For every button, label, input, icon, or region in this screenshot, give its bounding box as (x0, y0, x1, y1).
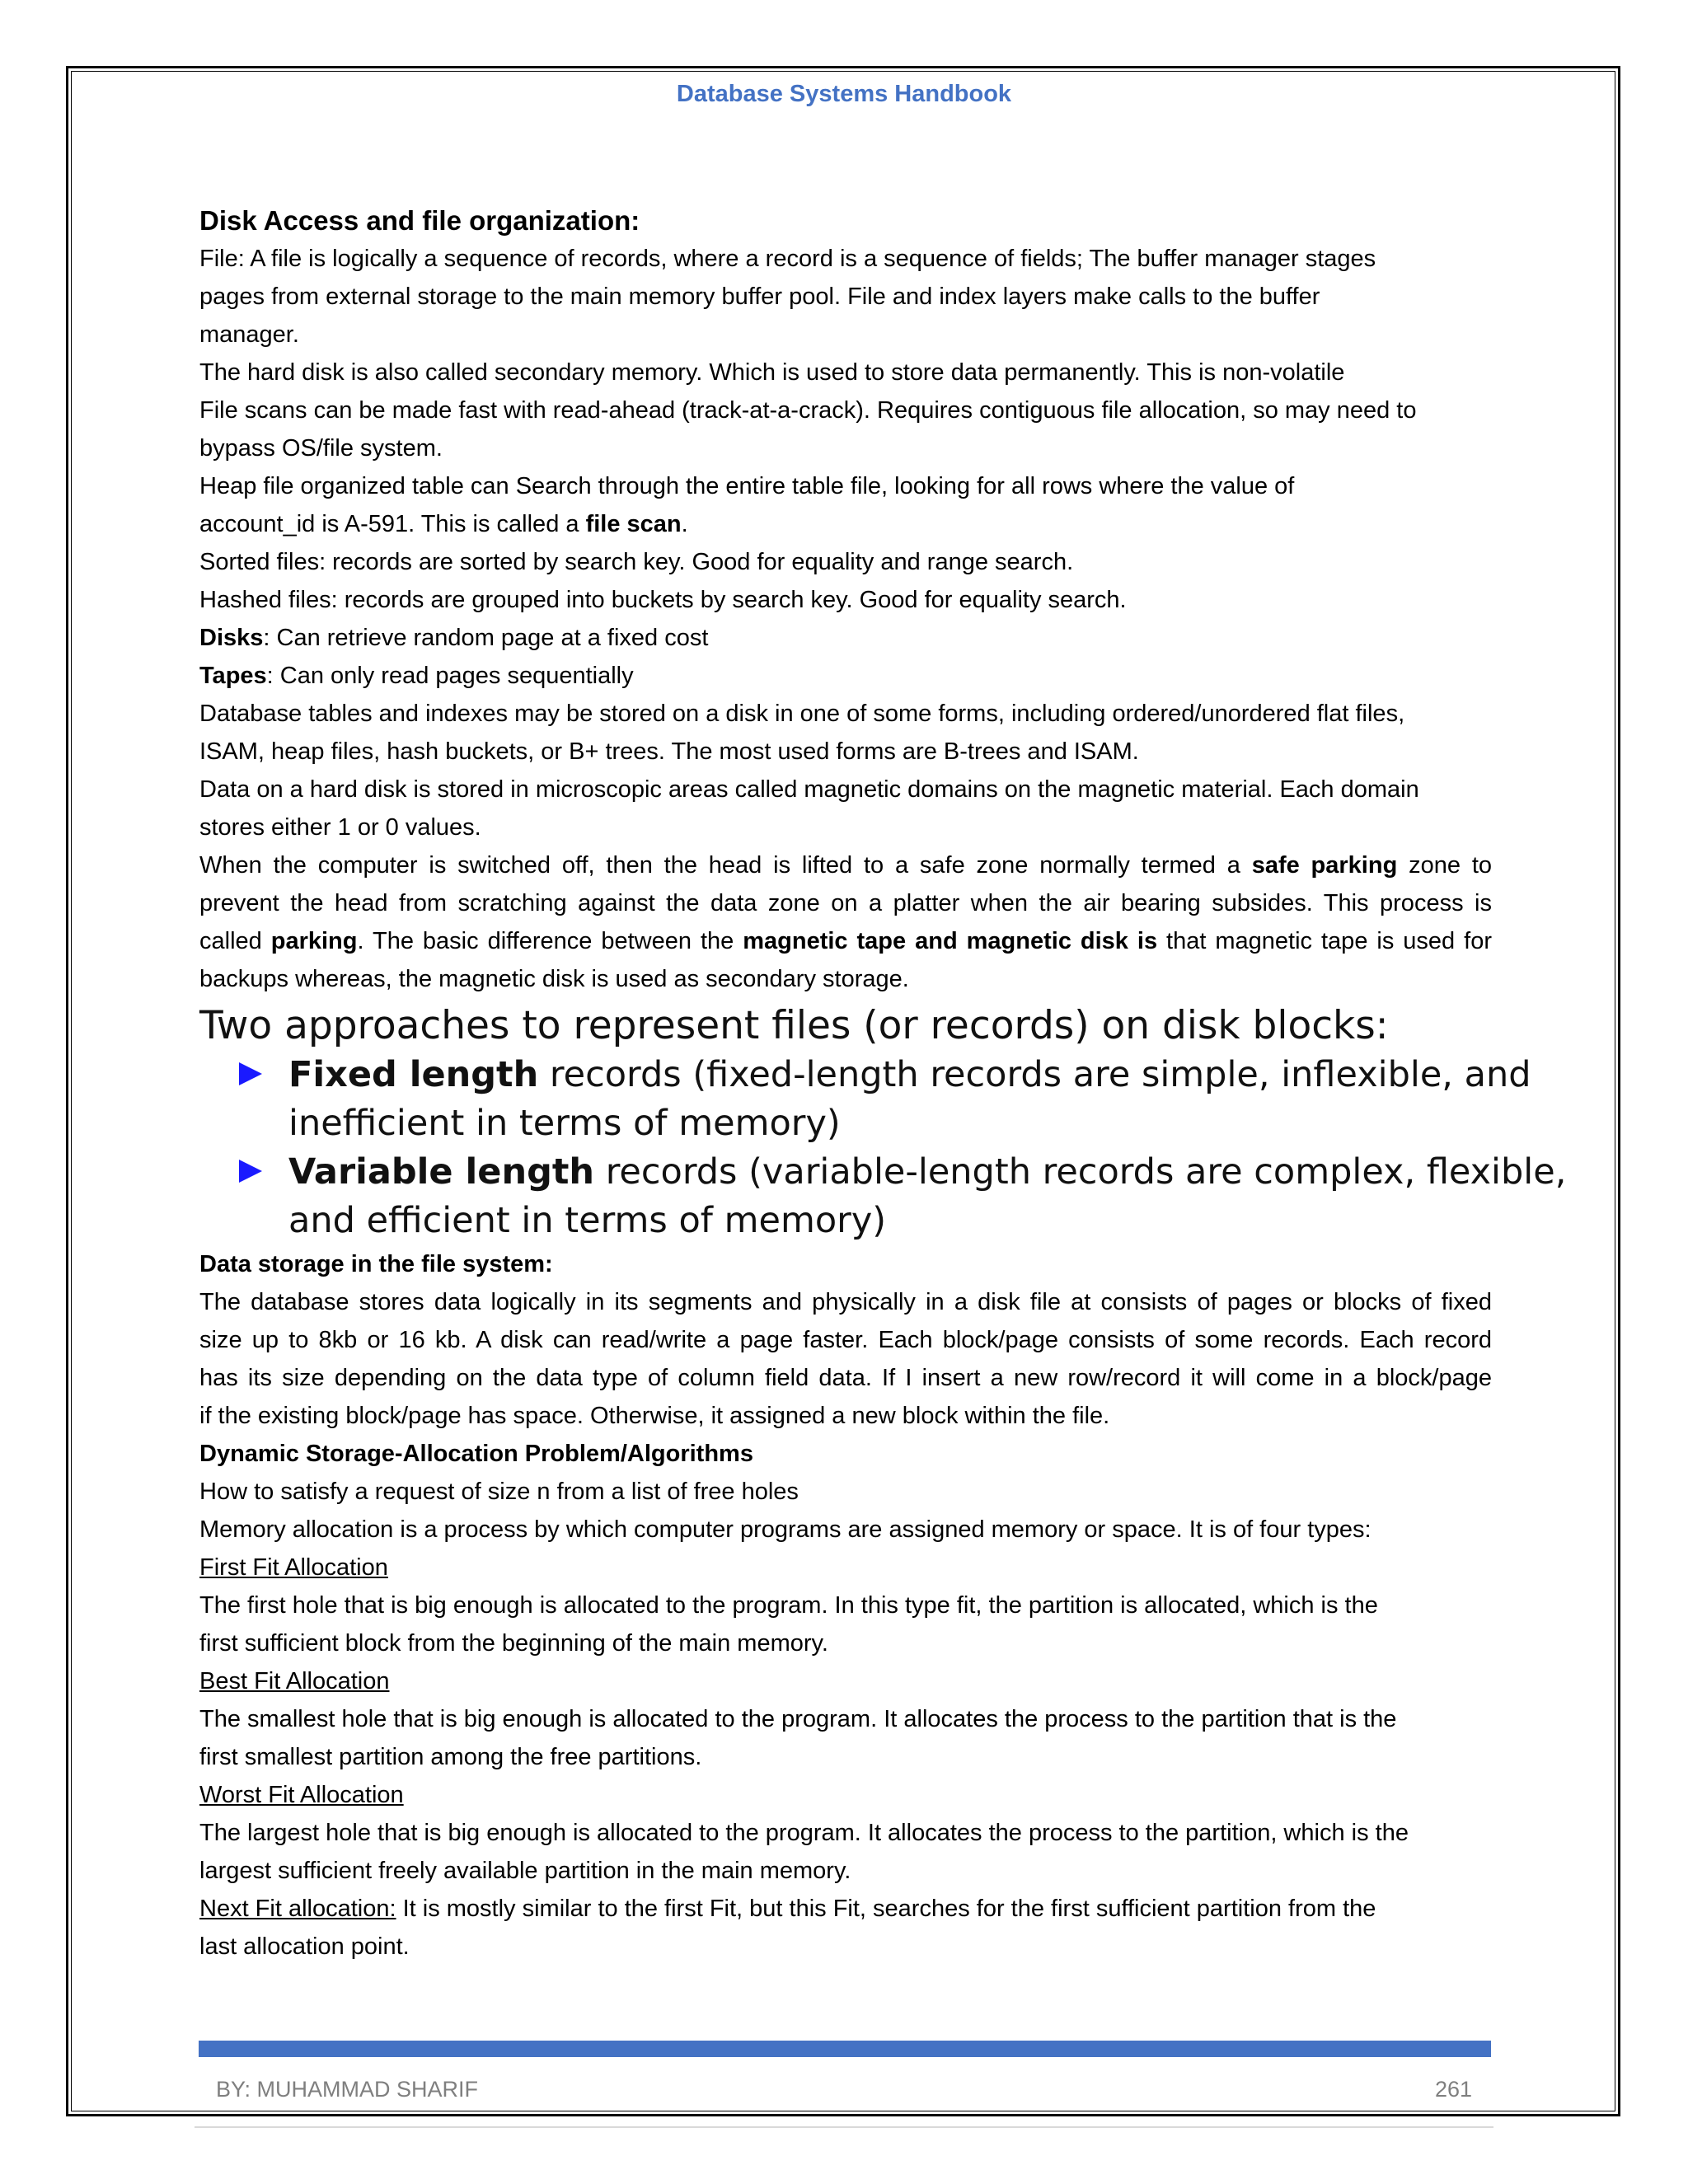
footer-author: BY: MUHAMMAD SHARIF (216, 2077, 479, 2102)
subheading-first-fit: First Fit Allocation (199, 1554, 388, 1581)
paragraph-hashed-files: Hashed files: records are grouped into buckets by search key. Good for equality search. (199, 587, 1127, 613)
paragraph-domains-line-2: stores either 1 or 0 values. (199, 814, 481, 841)
paragraph-hard-disk: The hard disk is also called secondary memory. Which is used to store data permanently. This is non-volatile (199, 359, 1345, 386)
paragraph-tapes (199, 657, 1492, 695)
disks-term: Disks (199, 625, 264, 651)
section-heading-data-storage: Data storage in the file system: (199, 1251, 553, 1277)
paragraph-best-fit-line-2: first smallest partition among the free partitions. (199, 1744, 702, 1770)
tapes-term: Tapes (199, 663, 267, 689)
paragraph-first-fit-line-2: first sufficient block from the beginning of the main memory. (199, 1630, 828, 1657)
paragraph-next-fit-line-2: last allocation point. (199, 1933, 410, 1960)
paragraph-file-scan-line-1: File scans can be made fast with read-ahead (track-at-a-crack). Requires contiguous file allocation, so may need to (199, 397, 1417, 424)
triangle-bullet-icon (239, 1062, 262, 1085)
slide-title: Two approaches to represent files (or records) on disk blocks: (199, 1003, 1389, 1048)
paragraph-heap-line-1: Heap file organized table can Search through the entire table file, looking for all rows where the value of (199, 473, 1295, 499)
paragraph-storage-line-4: if the existing block/page has space. Otherwise, it assigned a new block within the file. (199, 1403, 1110, 1429)
paragraph-sorted-files: Sorted files: records are sorted by search key. Good for equality and range search. (199, 549, 1074, 575)
fixed-length-term: Fixed length (288, 1054, 539, 1095)
running-header: Database Systems Handbook (676, 81, 1012, 107)
paragraph-tables-line-1: Database tables and indexes may be stored on a disk in one of some forms, including ordered/unordered flat files, (199, 701, 1405, 727)
parking-text-a: When the computer is switched off, then the head is lifted to a safe zone normally termed a (199, 852, 1252, 879)
slide-bullet-line-2: inefficient in terms of memory) (288, 1103, 841, 1144)
heap-period: . (681, 511, 688, 537)
paragraph-free-holes: How to satisfy a request of size n from a list of free holes (199, 1479, 799, 1505)
slide-bullet-line-1 (288, 1051, 1531, 1099)
fixed-length-text: records (fixed-length records are simple, inflexible, and (538, 1054, 1531, 1095)
paragraph-disks (199, 619, 1492, 657)
footer-accent-bar (199, 2041, 1491, 2057)
triangle-bullet-icon (239, 1160, 262, 1183)
parking-text-c: called (199, 928, 271, 954)
subheading-next-fit: Next Fit allocation: (199, 1896, 396, 1922)
paragraph-parking-line-3 (199, 922, 1492, 960)
variable-length-term: Variable length (288, 1151, 595, 1193)
paragraph-storage-line-3: has its size depending on the data type of column field data. If I insert a new row/record it will come in a block/page (199, 1365, 1492, 1391)
embedded-slide-image (199, 1001, 1567, 1245)
paragraph-worst-fit-line-2: largest sufficient freely available partition in the main memory. (199, 1858, 851, 1884)
slide-bullet-line-1 (288, 1148, 1567, 1197)
next-fit-text: It is mostly similar to the first Fit, but this Fit, searches for the first sufficient partition from the (396, 1896, 1376, 1922)
file-scan-term: file scan (585, 511, 682, 537)
parking-term: parking (270, 928, 358, 954)
parking-text-d: . The basic difference between the (357, 928, 743, 954)
paragraph-file-line-1: File: A file is logically a sequence of records, where a record is a sequence of fields; The buffer manager stages (199, 246, 1376, 272)
paragraph-file-line-2: pages from external storage to the main memory buffer pool. File and index layers make calls to the buffer (199, 284, 1320, 310)
page-number: 261 (1434, 2077, 1472, 2102)
bottom-divider (195, 2126, 1493, 2128)
paragraph-tables-line-2: ISAM, heap files, hash buckets, or B+ trees. The most used forms are B-trees and ISAM. (199, 738, 1139, 765)
paragraph-storage-line-1: The database stores data logically in its segments and physically in a disk file at consists of pages or blocks of fixed (199, 1289, 1492, 1315)
paragraph-parking-line-2: prevent the head from scratching against the data zone on a platter when the air bearing subsides. This process is (199, 890, 1492, 916)
slide-bullet-line-2: and efficient in terms of memory) (288, 1200, 887, 1241)
paragraph-file-scan-line-2: bypass OS/file system. (199, 435, 443, 462)
paragraph-parking-line-4: backups whereas, the magnetic disk is used as secondary storage. (199, 966, 909, 992)
paragraph-domains-line-1: Data on a hard disk is stored in microscopic areas called magnetic domains on the magnetic material. Each domain (199, 776, 1419, 803)
subheading-worst-fit: Worst Fit Allocation (199, 1782, 404, 1808)
tape-vs-disk-term: magnetic tape and magnetic disk is (743, 928, 1158, 954)
safe-parking-term: safe parking (1251, 852, 1398, 879)
paragraph-file-line-3: manager. (199, 321, 299, 348)
paragraph-heap-line-2 (199, 505, 1492, 543)
parking-text-e: that magnetic tape is used for (1157, 928, 1492, 954)
paragraph-best-fit-line-1: The smallest hole that is big enough is allocated to the program. It allocates the process to the partition that is the (199, 1706, 1397, 1732)
section-heading-disk-access: Disk Access and file organization: (199, 205, 640, 236)
heap-text: account_id is A-591. This is called a (199, 511, 586, 537)
page-body (199, 202, 1567, 1966)
paragraph-first-fit-line-1: The first hole that is big enough is allocated to the program. In this type fit, the partition is allocated, which is the (199, 1592, 1378, 1619)
section-heading-allocation: Dynamic Storage-Allocation Problem/Algorithms (199, 1441, 753, 1467)
subheading-best-fit: Best Fit Allocation (199, 1668, 390, 1694)
disks-text: : Can retrieve random page at a fixed cost (263, 625, 709, 651)
parking-text-b: zone to (1397, 852, 1493, 879)
paragraph-next-fit-line-1 (199, 1890, 1492, 1928)
tapes-text: : Can only read pages sequentially (266, 663, 634, 689)
paragraph-storage-line-2: size up to 8kb or 16 kb. A disk can read/write a page faster. Each block/page consists of some records. Each record (199, 1327, 1492, 1353)
variable-length-text: records (variable-length records are complex, flexible, (594, 1151, 1567, 1193)
slide-bullet-variable-length (199, 1148, 1567, 1245)
paragraph-parking-line-1 (199, 846, 1492, 884)
paragraph-worst-fit-line-1: The largest hole that is big enough is allocated to the program. It allocates the process to the partition, which is the (199, 1820, 1409, 1846)
paragraph-memory-allocation: Memory allocation is a process by which computer programs are assigned memory or space. It is of four types: (199, 1516, 1372, 1543)
slide-bullet-fixed-length (199, 1051, 1531, 1148)
